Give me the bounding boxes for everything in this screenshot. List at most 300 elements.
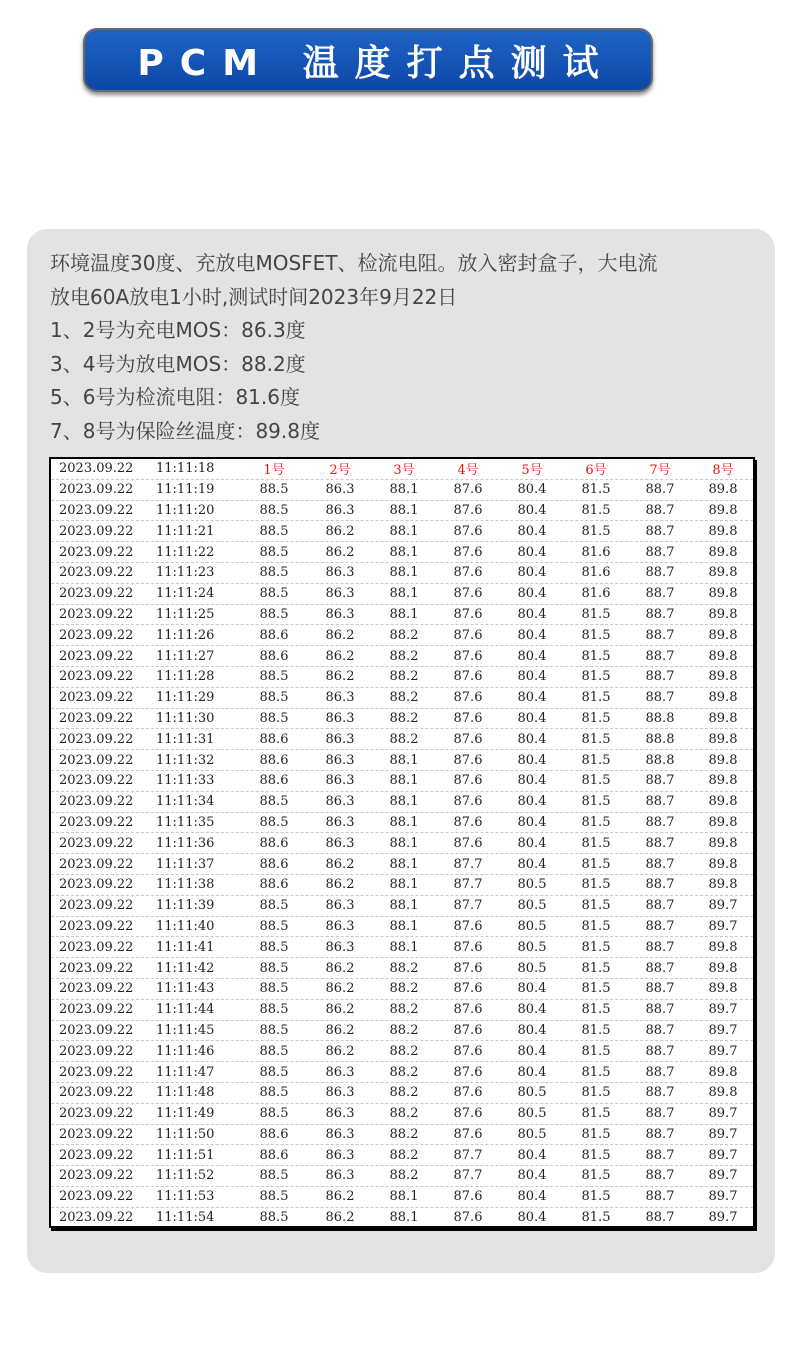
temperature-cell: 81.5 (581, 1147, 611, 1163)
temperature-cell: 89.8 (708, 1085, 738, 1101)
row-date: 2023.09.22 (59, 669, 134, 685)
temperature-cell: 89.8 (708, 627, 738, 643)
description-line: 1、2号为充电MOS：86.3度 (50, 318, 306, 342)
table-row (51, 1062, 753, 1083)
temperature-cell: 86.3 (325, 502, 355, 518)
table-row (51, 875, 753, 896)
description-line: 放电60A放电1小时,测试时间2023年9月22日 (50, 284, 458, 309)
temperature-cell: 88.7 (645, 1002, 675, 1018)
temperature-cell: 88.7 (645, 981, 675, 997)
temperature-cell: 88.7 (645, 606, 675, 622)
row-date: 2023.09.22 (59, 523, 134, 539)
temperature-cell: 80.5 (517, 960, 547, 976)
row-time: 11:11:46 (156, 1043, 215, 1059)
row-date: 2023.09.22 (59, 835, 134, 851)
temperature-cell: 86.3 (325, 773, 355, 789)
header-label: 7号 (649, 463, 671, 479)
row-time: 11:11:49 (156, 1106, 215, 1122)
row-time: 11:11:21 (156, 523, 215, 539)
temperature-cell: 88.2 (389, 960, 419, 976)
temperature-cell: 88.7 (645, 1043, 675, 1059)
temperature-cell: 88.8 (645, 731, 675, 747)
table-row (51, 958, 753, 979)
temperature-cell: 88.7 (645, 918, 675, 934)
temperature-cell: 80.5 (517, 1085, 547, 1101)
row-date: 2023.09.22 (59, 1126, 134, 1142)
temperature-cell: 86.3 (325, 1168, 355, 1184)
temperature-cell: 89.7 (708, 1210, 738, 1226)
temperature-cell: 81.5 (581, 960, 611, 976)
temperature-cell: 88.1 (389, 752, 419, 768)
temperature-cell: 86.2 (325, 1189, 355, 1205)
temperature-cell: 88.2 (389, 1064, 419, 1080)
temperature-cell: 88.2 (389, 1085, 419, 1101)
temperature-cell: 88.1 (389, 814, 419, 830)
temperature-cell: 88.1 (389, 606, 419, 622)
temperature-cell: 80.4 (517, 502, 547, 518)
temperature-cell: 81.5 (581, 606, 611, 622)
table-row (51, 605, 753, 626)
row-date: 2023.09.22 (59, 814, 134, 830)
row-time: 11:11:22 (156, 544, 215, 560)
temperature-cell: 88.2 (389, 1126, 419, 1142)
temperature-cell: 88.1 (389, 1189, 419, 1205)
description-line: 3、4号为放电MOS：88.2度 (50, 351, 306, 376)
temperature-cell: 88.2 (389, 669, 419, 685)
temperature-cell: 88.1 (389, 939, 419, 955)
temperature-cell: 86.3 (325, 1147, 355, 1163)
temperature-cell: 88.5 (259, 1168, 289, 1184)
temperature-cell: 86.2 (325, 627, 355, 643)
temperature-cell: 88.2 (389, 648, 419, 664)
temperature-cell: 88.7 (645, 1106, 675, 1122)
temperature-cell: 88.1 (389, 502, 419, 518)
row-time: 11:11:32 (156, 752, 215, 768)
temperature-cell: 86.3 (325, 918, 355, 934)
temperature-cell: 88.7 (645, 565, 675, 581)
temperature-cell: 88.5 (259, 981, 289, 997)
temperature-cell: 86.2 (325, 1043, 355, 1059)
row-time: 11:11:19 (156, 482, 215, 498)
temperature-cell: 80.4 (517, 773, 547, 789)
temperature-cell: 88.1 (389, 794, 419, 810)
temperature-cell: 86.3 (325, 1085, 355, 1101)
row-date: 2023.09.22 (59, 1147, 134, 1163)
test-description (50, 247, 770, 448)
row-date: 2023.09.22 (59, 1085, 134, 1101)
row-date: 2023.09.22 (59, 544, 134, 560)
temperature-cell: 88.2 (389, 731, 419, 747)
temperature-cell: 86.3 (325, 835, 355, 851)
temperature-cell: 89.8 (708, 877, 738, 893)
temperature-cell: 88.5 (259, 1064, 289, 1080)
temperature-cell: 88.7 (645, 544, 675, 560)
temperature-cell: 86.3 (325, 710, 355, 726)
temperature-cell: 89.8 (708, 648, 738, 664)
row-time: 11:11:44 (156, 1002, 215, 1018)
temperature-cell: 80.4 (517, 523, 547, 539)
row-time: 11:11:26 (156, 627, 215, 643)
row-time: 11:11:36 (156, 835, 215, 851)
table-body (51, 480, 753, 1228)
temperature-cell: 88.5 (259, 939, 289, 955)
temperature-cell: 86.3 (325, 898, 355, 914)
temperature-cell: 89.8 (708, 752, 738, 768)
row-time: 11:11:42 (156, 960, 215, 976)
row-date: 2023.09.22 (59, 1043, 134, 1059)
temperature-cell: 89.8 (708, 606, 738, 622)
temperature-cell: 89.8 (708, 773, 738, 789)
temperature-cell: 86.3 (325, 690, 355, 706)
temperature-cell: 88.7 (645, 1168, 675, 1184)
page-title: PCM 温度打点测试 (137, 42, 615, 84)
temperature-cell: 89.7 (708, 1106, 738, 1122)
temperature-cell: 87.6 (453, 814, 483, 830)
temperature-cell: 88.1 (389, 586, 419, 602)
table-row (51, 1187, 753, 1208)
temperature-cell: 80.4 (517, 814, 547, 830)
temperature-cell: 87.6 (453, 648, 483, 664)
temperature-cell: 87.6 (453, 710, 483, 726)
temperature-cell: 88.5 (259, 710, 289, 726)
temperature-cell: 88.5 (259, 1022, 289, 1038)
temperature-cell: 81.5 (581, 669, 611, 685)
temperature-cell: 88.5 (259, 606, 289, 622)
row-time: 11:11:53 (156, 1189, 215, 1205)
temperature-cell: 88.7 (645, 877, 675, 893)
temperature-cell: 87.6 (453, 1106, 483, 1122)
table-row (51, 688, 753, 709)
table-header-row (51, 459, 753, 480)
row-date: 2023.09.22 (59, 1210, 134, 1226)
temperature-cell: 89.8 (708, 523, 738, 539)
temperature-cell: 88.5 (259, 565, 289, 581)
temperature-cell: 80.4 (517, 586, 547, 602)
temperature-cell: 88.2 (389, 1043, 419, 1059)
temperature-cell: 89.8 (708, 856, 738, 872)
row-time: 11:11:30 (156, 710, 215, 726)
temperature-cell: 89.8 (708, 960, 738, 976)
header-label: 3号 (393, 463, 415, 479)
row-date: 2023.09.22 (59, 1002, 134, 1018)
temperature-cell: 87.6 (453, 1126, 483, 1142)
temperature-cell: 80.4 (517, 1168, 547, 1184)
row-date: 2023.09.22 (59, 960, 134, 976)
content-panel (27, 229, 775, 1273)
temperature-cell: 86.2 (325, 1022, 355, 1038)
temperature-cell: 81.5 (581, 835, 611, 851)
temperature-cell: 81.5 (581, 1210, 611, 1226)
temperature-cell: 89.8 (708, 482, 738, 498)
temperature-cell: 88.1 (389, 918, 419, 934)
temperature-cell: 89.8 (708, 565, 738, 581)
temperature-cell: 80.4 (517, 1043, 547, 1059)
temperature-cell: 89.8 (708, 981, 738, 997)
temperature-cell: 88.5 (259, 814, 289, 830)
temperature-cell: 87.6 (453, 773, 483, 789)
table-row (51, 1041, 753, 1062)
row-time: 11:11:40 (156, 918, 215, 934)
row-date: 2023.09.22 (59, 773, 134, 789)
row-date: 2023.09.22 (59, 918, 134, 934)
temperature-cell: 87.6 (453, 752, 483, 768)
row-time: 11:11:41 (156, 939, 215, 955)
temperature-cell: 89.8 (708, 586, 738, 602)
temperature-cell: 88.7 (645, 1147, 675, 1163)
temperature-cell: 81.5 (581, 752, 611, 768)
temperature-cell: 81.5 (581, 1085, 611, 1101)
temperature-cell: 88.7 (645, 856, 675, 872)
row-time: 11:11:39 (156, 898, 215, 914)
temperature-cell: 88.1 (389, 482, 419, 498)
temperature-cell: 81.6 (581, 565, 611, 581)
temperature-cell: 86.2 (325, 669, 355, 685)
header-label: 5号 (521, 463, 543, 479)
temperature-cell: 87.7 (453, 877, 483, 893)
table-row (51, 729, 753, 750)
temperature-cell: 81.6 (581, 544, 611, 560)
temperature-cell: 80.4 (517, 835, 547, 851)
title-banner (83, 28, 653, 92)
temperature-cell: 88.6 (259, 773, 289, 789)
temperature-cell: 81.5 (581, 1064, 611, 1080)
temperature-cell: 87.7 (453, 1147, 483, 1163)
temperature-cell: 87.6 (453, 1043, 483, 1059)
temperature-cell: 80.4 (517, 1022, 547, 1038)
temperature-cell: 80.4 (517, 627, 547, 643)
temperature-cell: 80.4 (517, 669, 547, 685)
temperature-cell: 89.7 (708, 1168, 738, 1184)
temperature-cell: 89.7 (708, 898, 738, 914)
temperature-cell: 80.4 (517, 794, 547, 810)
table-row (51, 854, 753, 875)
temperature-cell: 87.6 (453, 731, 483, 747)
temperature-cell: 88.5 (259, 1189, 289, 1205)
temperature-cell: 88.5 (259, 669, 289, 685)
temperature-cell: 88.2 (389, 1022, 419, 1038)
temperature-cell: 87.6 (453, 1002, 483, 1018)
temperature-cell: 88.1 (389, 856, 419, 872)
table-row (51, 480, 753, 501)
description-line: 5、6号为检流电阻：81.6度 (50, 385, 300, 409)
temperature-cell: 88.6 (259, 835, 289, 851)
row-time: 11:11:20 (156, 502, 215, 518)
temperature-cell: 89.8 (708, 1064, 738, 1080)
temperature-cell: 88.5 (259, 502, 289, 518)
row-time: 11:11:35 (156, 814, 215, 830)
temperature-cell: 86.2 (325, 1002, 355, 1018)
temperature-cell: 88.6 (259, 627, 289, 643)
row-date: 2023.09.22 (59, 648, 134, 664)
temperature-cell: 88.7 (645, 1085, 675, 1101)
temperature-cell: 88.2 (389, 1147, 419, 1163)
temperature-cell: 87.6 (453, 1085, 483, 1101)
temperature-cell: 88.7 (645, 1022, 675, 1038)
temperature-cell: 89.8 (708, 544, 738, 560)
temperature-cell: 89.7 (708, 1043, 738, 1059)
temperature-cell: 81.5 (581, 918, 611, 934)
temperature-cell: 88.5 (259, 1002, 289, 1018)
temperature-cell: 80.5 (517, 1126, 547, 1142)
temperature-cell: 88.5 (259, 1043, 289, 1059)
temperature-cell: 88.2 (389, 1168, 419, 1184)
row-time: 11:11:28 (156, 669, 215, 685)
table-row (51, 1208, 753, 1228)
temperature-cell: 81.5 (581, 710, 611, 726)
row-date: 2023.09.22 (59, 482, 134, 498)
temperature-cell: 88.1 (389, 1210, 419, 1226)
temperature-cell: 80.4 (517, 731, 547, 747)
temperature-cell: 80.4 (517, 1189, 547, 1205)
temperature-cell: 88.5 (259, 482, 289, 498)
row-time: 11:11:37 (156, 856, 215, 872)
row-time: 11:11:23 (156, 565, 215, 581)
temperature-cell: 87.6 (453, 1189, 483, 1205)
table-row (51, 1021, 753, 1042)
temperature-cell: 80.4 (517, 752, 547, 768)
temperature-cell: 87.7 (453, 898, 483, 914)
temperature-cell: 88.7 (645, 835, 675, 851)
temperature-cell: 81.5 (581, 1126, 611, 1142)
temperature-cell: 88.2 (389, 690, 419, 706)
description-line: 7、8号为保险丝温度：89.8度 (50, 418, 320, 443)
temperature-cell: 81.5 (581, 981, 611, 997)
table-row (51, 937, 753, 958)
temperature-cell: 81.5 (581, 939, 611, 955)
table-row (51, 917, 753, 938)
table-row (51, 979, 753, 1000)
temperature-cell: 88.6 (259, 1126, 289, 1142)
temperature-cell: 88.5 (259, 523, 289, 539)
temperature-cell: 80.4 (517, 1002, 547, 1018)
row-date: 2023.09.22 (59, 502, 134, 518)
temperature-cell: 89.8 (708, 710, 738, 726)
temperature-cell: 88.2 (389, 1106, 419, 1122)
temperature-cell: 86.3 (325, 752, 355, 768)
temperature-cell: 88.5 (259, 1106, 289, 1122)
temperature-cell: 88.5 (259, 1085, 289, 1101)
temperature-cell: 80.4 (517, 1147, 547, 1163)
temperature-cell: 80.5 (517, 918, 547, 934)
row-date: 2023.09.22 (59, 794, 134, 810)
temperature-cell: 86.2 (325, 856, 355, 872)
temperature-cell: 89.7 (708, 1002, 738, 1018)
description-line: 环境温度30度、充放电MOSFET、检流电阻。放入密封盒子，大电流 (50, 251, 658, 275)
temperature-cell: 88.7 (645, 690, 675, 706)
row-time: 11:11:27 (156, 648, 215, 664)
temperature-cell: 88.5 (259, 690, 289, 706)
temperature-cell: 87.6 (453, 960, 483, 976)
temperature-cell: 88.7 (645, 1189, 675, 1205)
temperature-cell: 80.4 (517, 482, 547, 498)
temperature-cell: 88.6 (259, 856, 289, 872)
temperature-cell: 88.6 (259, 752, 289, 768)
temperature-cell: 88.1 (389, 523, 419, 539)
row-time: 11:11:52 (156, 1168, 215, 1184)
temperature-cell: 86.3 (325, 1064, 355, 1080)
row-date: 2023.09.22 (59, 856, 134, 872)
temperature-cell: 88.7 (645, 586, 675, 602)
row-date: 2023.09.22 (59, 1106, 134, 1122)
temperature-cell: 86.2 (325, 648, 355, 664)
table-row (51, 563, 753, 584)
temperature-cell: 86.3 (325, 482, 355, 498)
temperature-cell: 80.4 (517, 1064, 547, 1080)
temperature-cell: 89.7 (708, 918, 738, 934)
temperature-cell: 87.6 (453, 565, 483, 581)
temperature-cell: 88.7 (645, 669, 675, 685)
header-label: 4号 (457, 463, 479, 479)
row-time: 11:11:29 (156, 690, 215, 706)
table-row (51, 709, 753, 730)
temperature-cell: 81.5 (581, 898, 611, 914)
temperature-cell: 81.5 (581, 773, 611, 789)
temperature-cell: 87.6 (453, 690, 483, 706)
temperature-cell: 88.8 (645, 710, 675, 726)
header-label: 6号 (585, 463, 607, 479)
temperature-cell: 80.4 (517, 981, 547, 997)
row-time: 11:11:47 (156, 1064, 215, 1080)
temperature-cell: 88.5 (259, 918, 289, 934)
row-date: 2023.09.22 (59, 710, 134, 726)
row-date: 2023.09.22 (59, 752, 134, 768)
temperature-cell: 88.2 (389, 1002, 419, 1018)
temperature-cell: 81.5 (581, 690, 611, 706)
table-row (51, 625, 753, 646)
temperature-cell: 89.7 (708, 1189, 738, 1205)
temperature-cell: 81.5 (581, 1043, 611, 1059)
row-date: 2023.09.22 (59, 1064, 134, 1080)
temperature-cell: 87.6 (453, 502, 483, 518)
temperature-cell: 80.5 (517, 898, 547, 914)
row-time: 11:11:54 (156, 1210, 215, 1226)
temperature-cell: 88.7 (645, 960, 675, 976)
temperature-cell: 88.1 (389, 544, 419, 560)
temperature-cell: 88.6 (259, 877, 289, 893)
temperature-cell: 88.7 (645, 773, 675, 789)
temperature-cell: 88.2 (389, 710, 419, 726)
temperature-cell: 88.7 (645, 1064, 675, 1080)
temperature-cell: 89.7 (708, 1126, 738, 1142)
table-row (51, 646, 753, 667)
header-date: 2023.09.22 (59, 461, 134, 477)
temperature-cell: 80.4 (517, 856, 547, 872)
table-row (51, 1104, 753, 1125)
temperature-cell: 88.5 (259, 544, 289, 560)
row-time: 11:11:51 (156, 1147, 215, 1163)
table-row (51, 584, 753, 605)
temperature-cell: 87.6 (453, 835, 483, 851)
temperature-cell: 88.7 (645, 502, 675, 518)
row-date: 2023.09.22 (59, 690, 134, 706)
temperature-cell: 87.6 (453, 523, 483, 539)
temperature-cell: 81.5 (581, 1022, 611, 1038)
temperature-cell: 86.2 (325, 877, 355, 893)
table-row (51, 813, 753, 834)
temperature-cell: 87.7 (453, 1168, 483, 1184)
temperature-cell: 81.5 (581, 1189, 611, 1205)
table-row (51, 750, 753, 771)
temperature-cell: 86.2 (325, 981, 355, 997)
temperature-cell: 81.5 (581, 482, 611, 498)
row-time: 11:11:48 (156, 1085, 215, 1101)
row-date: 2023.09.22 (59, 939, 134, 955)
temperature-cell: 81.5 (581, 856, 611, 872)
temperature-cell: 87.6 (453, 939, 483, 955)
temperature-cell: 88.5 (259, 586, 289, 602)
temperature-cell: 80.4 (517, 648, 547, 664)
row-time: 11:11:43 (156, 981, 215, 997)
